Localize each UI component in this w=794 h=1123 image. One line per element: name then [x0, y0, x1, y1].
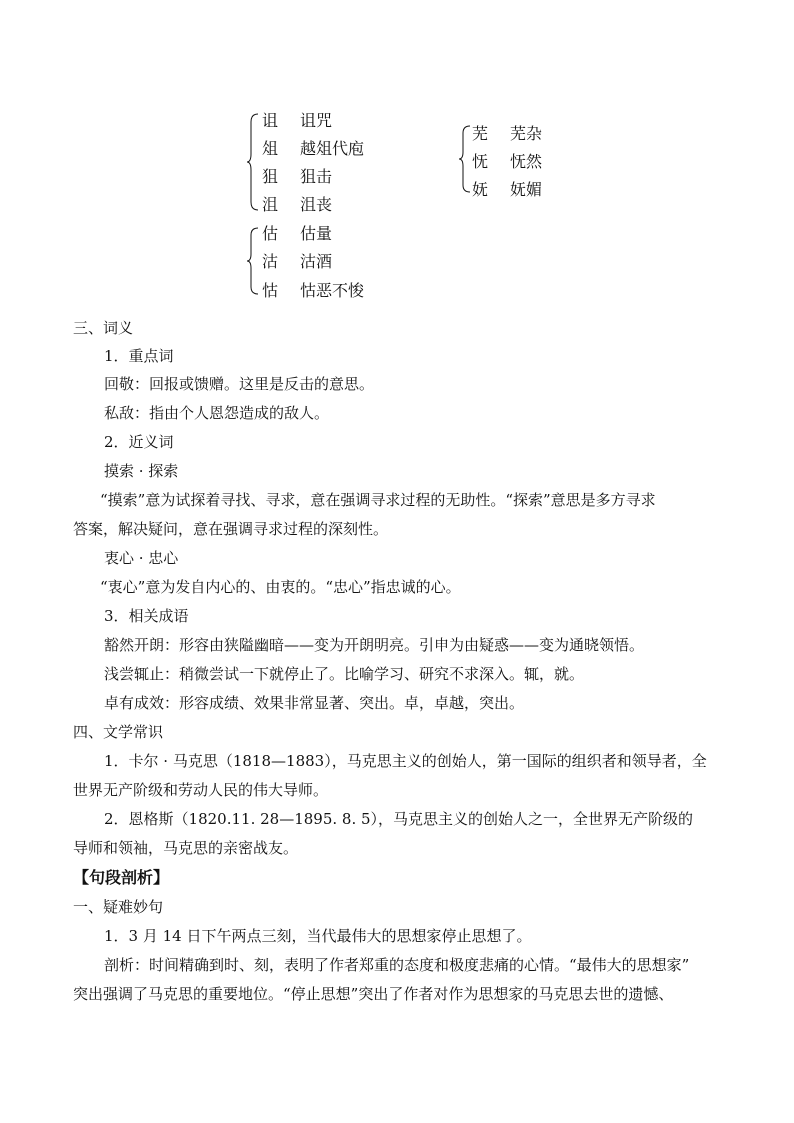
definition: 回敬：回报或馈赠。这里是反击的意思。 — [104, 375, 375, 393]
word: 越俎代庖 — [300, 139, 365, 158]
paragraph-line: 世界无产阶级和劳动人民的伟大导师。 — [73, 781, 329, 799]
word: 狙击 — [300, 167, 333, 186]
paragraph-line: 突出强调了马克思的重要地位。“停止思想”突出了作者对作为思想家的马克思去世的遗憾、 — [73, 985, 674, 1003]
synonym-pair: 衷心 · 忠心 — [104, 549, 179, 567]
char-row — [472, 121, 542, 144]
paragraph-line: 导师和领袖，马克思的亲密战友。 — [73, 839, 299, 857]
char: 沮 — [262, 195, 279, 214]
char-row — [262, 249, 332, 272]
char-row — [262, 192, 332, 215]
paragraph-line: “衷心”意为发自内心的、由衷的。“忠心”指忠诚的心。 — [100, 578, 461, 596]
paragraph-line: 1．卡尔 · 马克思（1818—1883），马克思主义的创始人，第一国际的组织者和领导者，全 — [104, 752, 707, 770]
subsection-heading: 3．相关成语 — [104, 607, 189, 625]
char-row — [472, 177, 542, 200]
char-row — [262, 221, 332, 244]
idiom: 卓有成效：形容成绩、效果非常显著、突出。卓，卓越，突出。 — [104, 694, 525, 712]
char-row — [262, 278, 364, 301]
brace-group-2 — [458, 124, 472, 194]
word: 芜杂 — [510, 124, 543, 143]
char: 诅 — [262, 111, 279, 130]
brace-group-3 — [246, 226, 260, 296]
word: 沮丧 — [300, 195, 333, 214]
synonym-pair: 摸索 · 探索 — [104, 462, 179, 480]
char-row — [262, 164, 332, 187]
char: 怙 — [262, 281, 279, 300]
section-heading: 【句段剖析】 — [73, 868, 170, 887]
subsection-heading: 2．近义词 — [104, 433, 174, 451]
brace-group-1 — [246, 112, 260, 212]
subsection-heading: 1．重点词 — [104, 347, 174, 365]
char: 怃 — [472, 152, 489, 171]
section-heading: 四、文学常识 — [73, 723, 164, 741]
char: 狙 — [262, 167, 279, 186]
word: 怃然 — [510, 152, 543, 171]
char: 芜 — [472, 124, 489, 143]
char: 妩 — [472, 180, 489, 199]
paragraph-line: 剖析：时间精确到时、刻，表明了作者郑重的态度和极度悲痛的心情。“最伟大的思想家” — [104, 956, 690, 974]
char-row — [262, 108, 332, 131]
char: 估 — [262, 224, 279, 243]
paragraph-line: 2．恩格斯（1820.11. 28—1895. 8. 5），马克思主义的创始人之一，全世界无产阶级的 — [104, 810, 694, 828]
word: 估量 — [300, 224, 333, 243]
word: 诅咒 — [300, 111, 333, 130]
definition: 私敌：指由个人恩怨造成的敌人。 — [104, 404, 330, 422]
char: 俎 — [262, 139, 279, 158]
word: 妩媚 — [510, 180, 543, 199]
paragraph-line: “摸索”意为试探着寻找、寻求，意在强调寻求过程的无助性。“探索”意思是多方寻求 — [100, 491, 656, 509]
word: 怙恶不悛 — [300, 281, 365, 300]
word: 沽酒 — [300, 252, 333, 271]
paragraph-line: 答案，解决疑问，意在强调寻求过程的深刻性。 — [73, 520, 389, 538]
idiom: 浅尝辄止：稍微尝试一下就停止了。比喻学习、研究不求深入。辄，就。 — [104, 665, 585, 683]
section-heading: 三、词义 — [73, 319, 134, 337]
char-row — [472, 149, 542, 172]
paragraph-line: 1．3 月 14 日下午两点三刻，当代最伟大的思想家停止思想了。 — [104, 927, 532, 945]
subsection-heading: 一、疑难妙句 — [73, 898, 164, 916]
char-row — [262, 136, 364, 159]
idiom: 豁然开朗：形容由狭隘幽暗——变为开朗明亮。引申为由疑惑——变为通晓领悟。 — [104, 636, 645, 654]
char: 沽 — [262, 252, 279, 271]
